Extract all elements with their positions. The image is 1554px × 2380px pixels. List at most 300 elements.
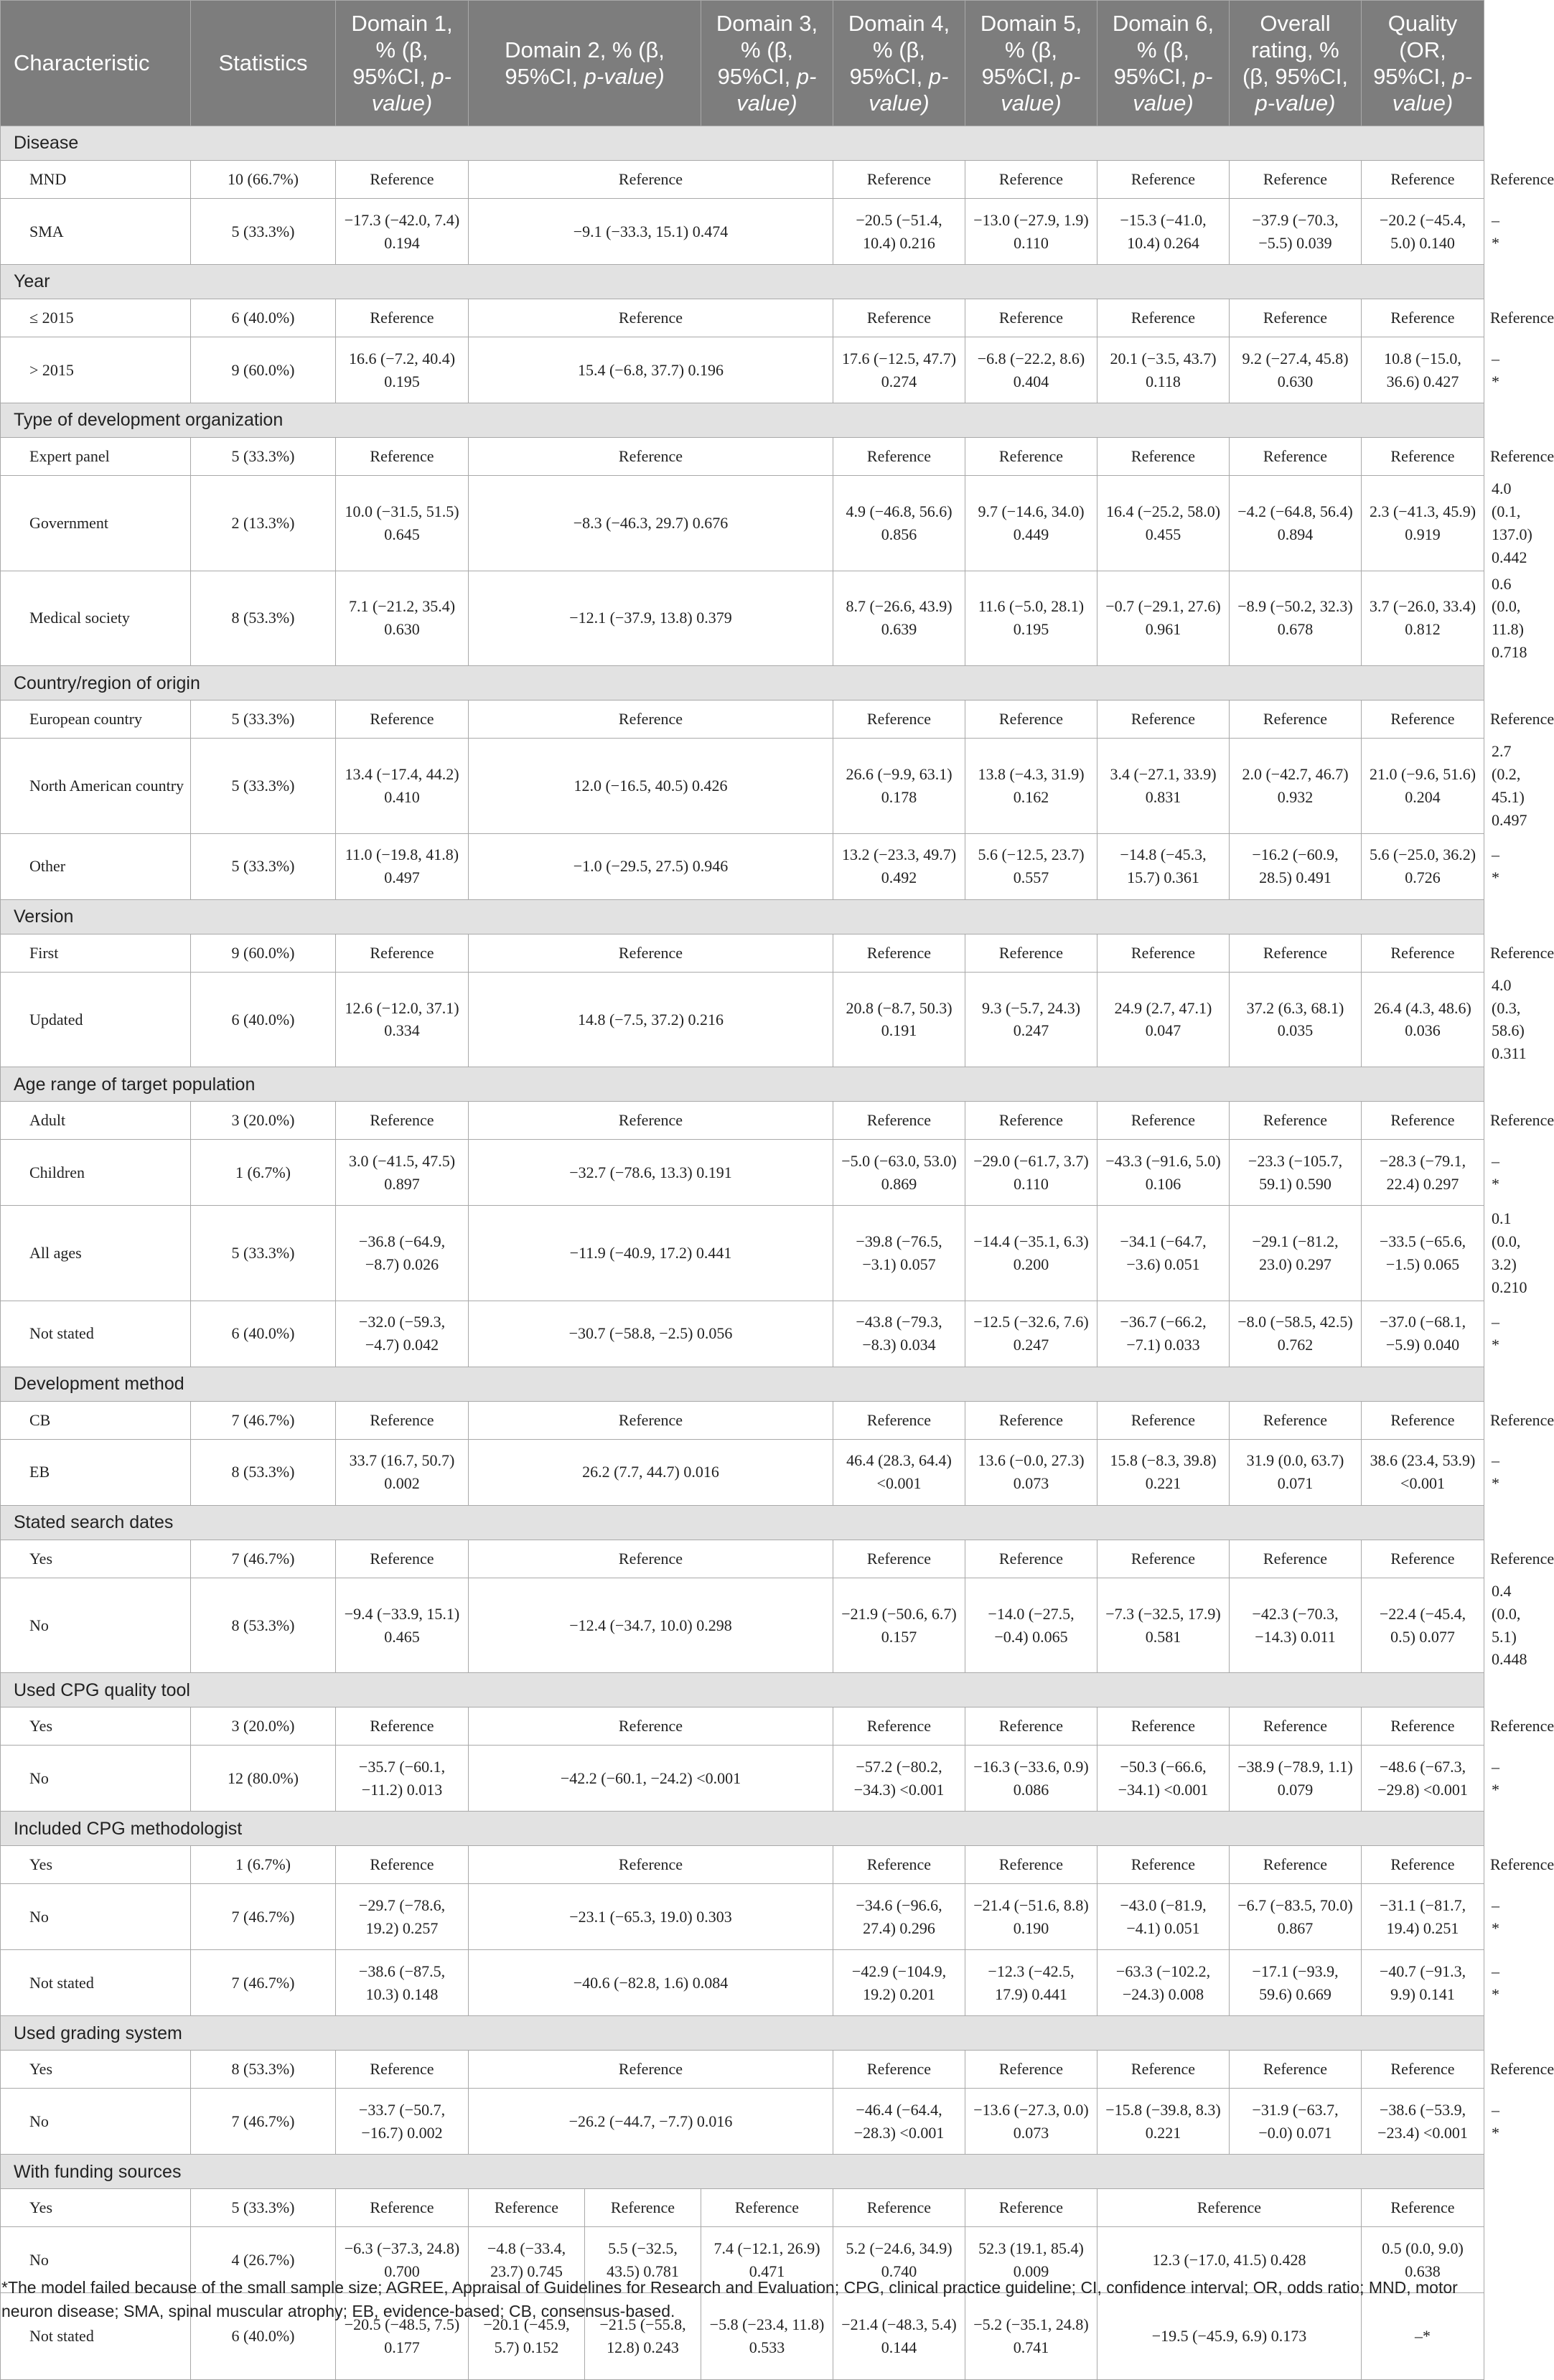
cell-domain-3: 20.8 (−8.7, 50.3) 0.191 bbox=[833, 972, 965, 1067]
cell-domain-3: −34.6 (−96.6, 27.4) 0.296 bbox=[833, 1884, 965, 1950]
cell-domain-2: 15.4 (−6.8, 37.7) 0.196 bbox=[469, 337, 833, 403]
table-row: Expert panel 5 (33.3%) Reference Reference Reference Reference Reference Reference Reference Reference bbox=[1, 438, 1484, 476]
cell-domain-5: −34.1 (−64.7, −3.6) 0.051 bbox=[1097, 1206, 1230, 1301]
cell-overall: −38.6 (−53.9, −23.4) <0.001 bbox=[1362, 2089, 1484, 2155]
cell-statistics: 7 (46.7%) bbox=[191, 1950, 336, 2016]
cell-domain-3: 26.6 (−9.9, 63.1) 0.178 bbox=[833, 739, 965, 834]
cell-domain-6: −17.1 (−93.9, 59.6) 0.669 bbox=[1230, 1950, 1362, 2016]
section-title: Used CPG quality tool bbox=[1, 1673, 1484, 1707]
row-label: Not stated bbox=[1, 1301, 191, 1367]
cell-statistics: 6 (40.0%) bbox=[191, 1301, 336, 1367]
header-overall-rating: Overall rating, % (β, 95%CI, p-value) bbox=[1230, 1, 1362, 126]
row-label: CB bbox=[1, 1401, 191, 1439]
footnote: *The model failed because of the small sample size; AGREE, Appraisal of Guidelines for Research and Evaluation; CPG, clinical practice guideline; CI, confidence interval; OR, odds ratio; MND, motor neuron disease; SMA, spinal muscular atrophy; EB, evidence-based; CB, consensus-based. bbox=[1, 2278, 1458, 2321]
cell-statistics: 8 (53.3%) bbox=[191, 1578, 336, 1673]
table-row: North American country 5 (33.3%) 13.4 (−17.4, 44.2) 0.410 12.0 (−16.5, 40.5) 0.426 26.6 (−9.9, 63.1) 0.178 13.8 (−4.3, 31.9) 0.162 3.4 (−27.1, 33.9) 0.831 2.0 (−42.7, 46.7) 0.932 21.0 (−9.6, 51.6) 0.204 2.7 (0.2, 45.1) 0.497 bbox=[1, 739, 1484, 834]
table-row: CB 7 (46.7%) Reference Reference Reference Reference Reference Reference Reference Reference bbox=[1, 1401, 1484, 1439]
cell-domain-5: Reference bbox=[1097, 161, 1230, 199]
row-label: All ages bbox=[1, 1206, 191, 1301]
cell-domain-5: −0.7 (−29.1, 27.6) 0.961 bbox=[1097, 571, 1230, 666]
cell-domain-4: −13.0 (−27.9, 1.9) 0.110 bbox=[965, 199, 1097, 265]
section-title: Disease bbox=[1, 126, 1484, 161]
cell-domain-3: Reference bbox=[833, 1846, 965, 1884]
cell-domain-1: Reference bbox=[336, 701, 469, 739]
cell-domain-4: −14.0 (−27.5, −0.4) 0.065 bbox=[965, 1578, 1097, 1673]
cell-domain-4: Reference bbox=[965, 1102, 1097, 1140]
cell-domain-1: Reference bbox=[336, 1102, 469, 1140]
cell-domain-1: −38.6 (−87.5, 10.3) 0.148 bbox=[336, 1950, 469, 2016]
table-row: No 12 (80.0%) −35.7 (−60.1, −11.2) 0.013 −42.2 (−60.1, −24.2) <0.001 −57.2 (−80.2, −34.3) <0.001 −16.3 (−33.6, 0.9) 0.086 −50.3 (−66.6, −34.1) <0.001 −38.9 (−78.9, 1.1) 0.079 −48.6 (−67.3, −29.8) <0.001 –* bbox=[1, 1746, 1484, 1812]
row-label: Expert panel bbox=[1, 438, 191, 476]
table-row: European country 5 (33.3%) Reference Reference Reference Reference Reference Reference Reference Reference bbox=[1, 701, 1484, 739]
cell-quality: –* bbox=[1362, 2293, 1484, 2380]
table-row bbox=[1, 2189, 1484, 2227]
cell-overall: Reference bbox=[1097, 2189, 1362, 2227]
cell-domain-5: Reference bbox=[1097, 1846, 1230, 1884]
cell-domain-6: Reference bbox=[1230, 701, 1362, 739]
cell-domain-4: Reference bbox=[965, 1846, 1097, 1884]
cell-domain-6: −29.1 (−81.2, 23.0) 0.297 bbox=[1230, 1206, 1362, 1301]
cell-domain-3: Reference bbox=[833, 438, 965, 476]
cell-domain-3: Reference bbox=[833, 1102, 965, 1140]
cell-domain-1: Reference bbox=[336, 1846, 469, 1884]
cell-statistics: 3 (20.0%) bbox=[191, 1707, 336, 1746]
cell-domain-2: −32.7 (−78.6, 13.3) 0.191 bbox=[469, 1140, 833, 1206]
cell-domain-4: 13.8 (−4.3, 31.9) 0.162 bbox=[965, 739, 1097, 834]
row-label: Not stated bbox=[1, 1950, 191, 2016]
cell-domain-3: Reference bbox=[833, 701, 965, 739]
cell-statistics: 4 (26.7%) bbox=[191, 2227, 336, 2293]
row-label: No bbox=[1, 2227, 191, 2293]
cell-domain-6: 2.0 (−42.7, 46.7) 0.932 bbox=[1230, 739, 1362, 834]
section-header bbox=[1, 265, 1484, 299]
header-domain-1: Domain 1, % (β, 95%CI, p-value) bbox=[336, 1, 469, 126]
section-title: Type of development organization bbox=[1, 403, 1484, 438]
cell-domain-4: −5.8 (−23.4, 11.8) 0.533 bbox=[701, 2293, 833, 2380]
cell-domain-4: 11.6 (−5.0, 28.1) 0.195 bbox=[965, 571, 1097, 666]
table-row: All ages 5 (33.3%) −36.8 (−64.9, −8.7) 0.026 −11.9 (−40.9, 17.2) 0.441 −39.8 (−76.5, −3.1) 0.057 −14.4 (−35.1, 6.3) 0.200 −34.1 (−64.7, −3.6) 0.051 −29.1 (−81.2, 23.0) 0.297 −33.5 (−65.6, −1.5) 0.065 0.1 (0.0, 3.2) 0.210 bbox=[1, 1206, 1484, 1301]
cell-domain-2: −11.9 (−40.9, 17.2) 0.441 bbox=[469, 1206, 833, 1301]
table-row: Yes 1 (6.7%) Reference Reference Reference Reference Reference Reference Reference Reference bbox=[1, 1846, 1484, 1884]
cell-domain-6: 9.2 (−27.4, 45.8) 0.630 bbox=[1230, 337, 1362, 403]
cell-domain-3: 8.7 (−26.6, 43.9) 0.639 bbox=[833, 571, 965, 666]
section-title: Age range of target population bbox=[1, 1067, 1484, 1102]
cell-overall: Reference bbox=[1362, 1540, 1484, 1578]
cell-domain-5: Reference bbox=[1097, 1707, 1230, 1746]
cell-statistics: 5 (33.3%) bbox=[191, 2189, 336, 2227]
cell-domain-4: −14.4 (−35.1, 6.3) 0.200 bbox=[965, 1206, 1097, 1301]
cell-overall: −20.2 (−45.4, 5.0) 0.140 bbox=[1362, 199, 1484, 265]
row-label: Yes bbox=[1, 1540, 191, 1578]
cell-domain-1: Reference bbox=[336, 934, 469, 972]
cell-domain-2: −12.1 (−37.9, 13.8) 0.379 bbox=[469, 571, 833, 666]
cell-domain-5: −63.3 (−102.2, −24.3) 0.008 bbox=[1097, 1950, 1230, 2016]
cell-domain-6: −4.2 (−64.8, 56.4) 0.894 bbox=[1230, 476, 1362, 571]
cell-domain-1: Reference bbox=[336, 161, 469, 199]
cell-domain-2: −9.1 (−33.3, 15.1) 0.474 bbox=[469, 199, 833, 265]
cell-domain-6: −42.3 (−70.3, −14.3) 0.011 bbox=[1230, 1578, 1362, 1673]
row-label: Children bbox=[1, 1140, 191, 1206]
cell-domain-4: 5.6 (−12.5, 23.7) 0.557 bbox=[965, 833, 1097, 899]
cell-statistics: 8 (53.3%) bbox=[191, 1439, 336, 1505]
table-row: Adult 3 (20.0%) Reference Reference Reference Reference Reference Reference Reference Reference bbox=[1, 1102, 1484, 1140]
cell-domain-2: Reference bbox=[469, 1102, 833, 1140]
table-row: Children 1 (6.7%) 3.0 (−41.5, 47.5) 0.897 −32.7 (−78.6, 13.3) 0.191 −5.0 (−63.0, 53.0) 0.869 −29.0 (−61.7, 3.7) 0.110 −43.3 (−91.6, 5.0) 0.106 −23.3 (−105.7, 59.1) 0.590 −28.3 (−79.1, 22.4) 0.297 –* bbox=[1, 1140, 1484, 1206]
cell-domain-3: 4.9 (−46.8, 56.6) 0.856 bbox=[833, 476, 965, 571]
cell-overall: −28.3 (−79.1, 22.4) 0.297 bbox=[1362, 1140, 1484, 1206]
section-title: With funding sources bbox=[1, 2155, 1484, 2189]
section-header bbox=[1, 1812, 1484, 1846]
cell-domain-3: Reference bbox=[833, 1707, 965, 1746]
header-row bbox=[1, 1, 1484, 126]
cell-domain-4: −16.3 (−33.6, 0.9) 0.086 bbox=[965, 1746, 1097, 1812]
cell-domain-3: −42.9 (−104.9, 19.2) 0.201 bbox=[833, 1950, 965, 2016]
cell-domain-4: −21.4 (−51.6, 8.8) 0.190 bbox=[965, 1884, 1097, 1950]
cell-domain-5: −43.0 (−81.9, −4.1) 0.051 bbox=[1097, 1884, 1230, 1950]
cell-overall: Reference bbox=[1362, 1707, 1484, 1746]
cell-statistics: 12 (80.0%) bbox=[191, 1746, 336, 1812]
table-row: No 8 (53.3%) −9.4 (−33.9, 15.1) 0.465 −12.4 (−34.7, 10.0) 0.298 −21.9 (−50.6, 6.7) 0.157 −14.0 (−27.5, −0.4) 0.065 −7.3 (−32.5, 17.9) 0.581 −42.3 (−70.3, −14.3) 0.011 −22.4 (−45.4, 0.5) 0.077 0.4 (0.0, 5.1) 0.448 bbox=[1, 1578, 1484, 1673]
cell-domain-3: −5.0 (−63.0, 53.0) 0.869 bbox=[833, 1140, 965, 1206]
cell-domain-6: −23.3 (−105.7, 59.1) 0.590 bbox=[1230, 1140, 1362, 1206]
cell-domain-2: Reference bbox=[469, 1707, 833, 1746]
cell-domain-5: −7.3 (−32.5, 17.9) 0.581 bbox=[1097, 1578, 1230, 1673]
cell-domain-2: −30.7 (−58.8, −2.5) 0.056 bbox=[469, 1301, 833, 1367]
section-header bbox=[1, 666, 1484, 701]
cell-statistics: 5 (33.3%) bbox=[191, 438, 336, 476]
row-label: > 2015 bbox=[1, 337, 191, 403]
section-header bbox=[1, 1505, 1484, 1540]
cell-statistics: 5 (33.3%) bbox=[191, 1206, 336, 1301]
cell-domain-2: Reference bbox=[469, 438, 833, 476]
cell-domain-2: Reference bbox=[469, 2051, 833, 2089]
row-label: No bbox=[1, 1884, 191, 1950]
cell-statistics: 6 (40.0%) bbox=[191, 2293, 336, 2380]
header-quality: Quality (OR, 95%CI, p-value) bbox=[1362, 1, 1484, 126]
cell-overall: Reference bbox=[1362, 934, 1484, 972]
cell-statistics: 7 (46.7%) bbox=[191, 1540, 336, 1578]
cell-statistics: 1 (6.7%) bbox=[191, 1140, 336, 1206]
cell-domain-6: −6.7 (−83.5, 70.0) 0.867 bbox=[1230, 1884, 1362, 1950]
table-row: Medical society 8 (53.3%) 7.1 (−21.2, 35.4) 0.630 −12.1 (−37.9, 13.8) 0.379 8.7 (−26.6, 43.9) 0.639 11.6 (−5.0, 28.1) 0.195 −0.7 (−29.1, 27.6) 0.961 −8.9 (−50.2, 32.3) 0.678 3.7 (−26.0, 33.4) 0.812 0.6 (0.0, 11.8) 0.718 bbox=[1, 571, 1484, 666]
cell-domain-6: −8.9 (−50.2, 32.3) 0.678 bbox=[1230, 571, 1362, 666]
cell-domain-5: 24.9 (2.7, 47.1) 0.047 bbox=[1097, 972, 1230, 1067]
cell-overall: 2.3 (−41.3, 45.9) 0.919 bbox=[1362, 476, 1484, 571]
cell-domain-6: Reference bbox=[1230, 438, 1362, 476]
cell-statistics: 1 (6.7%) bbox=[191, 1846, 336, 1884]
cell-domain-2: Reference bbox=[469, 1846, 833, 1884]
cell-domain-6: 31.9 (0.0, 63.7) 0.071 bbox=[1230, 1439, 1362, 1505]
cell-statistics: 5 (33.3%) bbox=[191, 833, 336, 899]
section-header bbox=[1, 1673, 1484, 1707]
cell-domain-2: Reference bbox=[469, 1401, 833, 1439]
row-label: First bbox=[1, 934, 191, 972]
row-label: No bbox=[1, 1746, 191, 1812]
cell-domain-5: Reference bbox=[1097, 299, 1230, 337]
cell-overall: −22.4 (−45.4, 0.5) 0.077 bbox=[1362, 1578, 1484, 1673]
section-header bbox=[1, 899, 1484, 934]
cell-domain-2: −20.1 (−45.9, 5.7) 0.152 bbox=[469, 2293, 585, 2380]
cell-domain-1: 16.6 (−7.2, 40.4) 0.195 bbox=[336, 337, 469, 403]
cell-domain-1: −6.3 (−37.3, 24.8) 0.700 bbox=[336, 2227, 469, 2293]
cell-domain-4: Reference bbox=[965, 299, 1097, 337]
cell-domain-4: Reference bbox=[965, 1540, 1097, 1578]
cell-domain-1: Reference bbox=[336, 1707, 469, 1746]
cell-domain-5: Reference bbox=[1097, 1540, 1230, 1578]
cell-statistics: 5 (33.3%) bbox=[191, 739, 336, 834]
cell-domain-2: Reference bbox=[469, 934, 833, 972]
cell-domain-1: 3.0 (−41.5, 47.5) 0.897 bbox=[336, 1140, 469, 1206]
cell-domain-1: 10.0 (−31.5, 51.5) 0.645 bbox=[336, 476, 469, 571]
header-statistics: Statistics bbox=[191, 1, 336, 126]
cell-overall: 21.0 (−9.6, 51.6) 0.204 bbox=[1362, 739, 1484, 834]
cell-domain-1: Reference bbox=[336, 299, 469, 337]
cell-domain-3: 13.2 (−23.3, 49.7) 0.492 bbox=[833, 833, 965, 899]
row-label: No bbox=[1, 2089, 191, 2155]
cell-domain-1: Reference bbox=[336, 2051, 469, 2089]
cell-overall: −33.5 (−65.6, −1.5) 0.065 bbox=[1362, 1206, 1484, 1301]
cell-domain-3: Reference bbox=[585, 2189, 701, 2227]
cell-domain-6: Reference bbox=[1230, 1401, 1362, 1439]
cell-overall: 38.6 (23.4, 53.9) <0.001 bbox=[1362, 1439, 1484, 1505]
cell-statistics: 3 (20.0%) bbox=[191, 1102, 336, 1140]
section-title: Year bbox=[1, 265, 1484, 299]
section-title: Used grading system bbox=[1, 2016, 1484, 2051]
cell-domain-4: −29.0 (−61.7, 3.7) 0.110 bbox=[965, 1140, 1097, 1206]
row-label: No bbox=[1, 1578, 191, 1673]
cell-overall: 5.6 (−25.0, 36.2) 0.726 bbox=[1362, 833, 1484, 899]
row-label: SMA bbox=[1, 199, 191, 265]
cell-domain-4: Reference bbox=[965, 2051, 1097, 2089]
header-domain-4: Domain 4, % (β, 95%CI, p-value) bbox=[833, 1, 965, 126]
cell-domain-5: −14.8 (−45.3, 15.7) 0.361 bbox=[1097, 833, 1230, 899]
section-header bbox=[1, 1067, 1484, 1102]
table-row: Not stated 7 (46.7%) −38.6 (−87.5, 10.3) 0.148 −40.6 (−82.8, 1.6) 0.084 −42.9 (−104.9, 19.2) 0.201 −12.3 (−42.5, 17.9) 0.441 −63.3 (−102.2, −24.3) 0.008 −17.1 (−93.9, 59.6) 0.669 −40.7 (−91.3, 9.9) 0.141 –* bbox=[1, 1950, 1484, 2016]
section-title: Version bbox=[1, 899, 1484, 934]
cell-domain-3: Reference bbox=[833, 2051, 965, 2089]
cell-statistics: 9 (60.0%) bbox=[191, 337, 336, 403]
section-header bbox=[1, 126, 1484, 161]
cell-domain-3: 46.4 (28.3, 64.4) <0.001 bbox=[833, 1439, 965, 1505]
cell-statistics: 2 (13.3%) bbox=[191, 476, 336, 571]
cell-statistics: 10 (66.7%) bbox=[191, 161, 336, 199]
cell-domain-4: Reference bbox=[701, 2189, 833, 2227]
cell-statistics: 9 (60.0%) bbox=[191, 934, 336, 972]
cell-domain-6: Reference bbox=[1230, 299, 1362, 337]
cell-domain-4: Reference bbox=[965, 934, 1097, 972]
cell-domain-1: −35.7 (−60.1, −11.2) 0.013 bbox=[336, 1746, 469, 1812]
table-row: Updated 6 (40.0%) 12.6 (−12.0, 37.1) 0.334 14.8 (−7.5, 37.2) 0.216 20.8 (−8.7, 50.3) 0.191 9.3 (−5.7, 24.3) 0.247 24.9 (2.7, 47.1) 0.047 37.2 (6.3, 68.1) 0.035 26.4 (4.3, 48.6) 0.036 4.0 (0.3, 58.6) 0.311 bbox=[1, 972, 1484, 1067]
cell-quality: Reference bbox=[1362, 2189, 1484, 2227]
row-label: Updated bbox=[1, 972, 191, 1067]
cell-domain-4: 13.6 (−0.0, 27.3) 0.073 bbox=[965, 1439, 1097, 1505]
cell-overall: Reference bbox=[1362, 161, 1484, 199]
cell-domain-6: Reference bbox=[1230, 1102, 1362, 1140]
row-label: European country bbox=[1, 701, 191, 739]
cell-overall: −40.7 (−91.3, 9.9) 0.141 bbox=[1362, 1950, 1484, 2016]
table-row: No 7 (46.7%) −33.7 (−50.7, −16.7) 0.002 −26.2 (−44.7, −7.7) 0.016 −46.4 (−64.4, −28.3) <0.001 −13.6 (−27.3, 0.0) 0.073 −15.8 (−39.8, 8.3) 0.221 −31.9 (−63.7, −0.0) 0.071 −38.6 (−53.9, −23.4) <0.001 –* bbox=[1, 2089, 1484, 2155]
cell-domain-4: −13.6 (−27.3, 0.0) 0.073 bbox=[965, 2089, 1097, 2155]
cell-domain-1: −36.8 (−64.9, −8.7) 0.026 bbox=[336, 1206, 469, 1301]
cell-domain-1: Reference bbox=[336, 1401, 469, 1439]
table-row: SMA 5 (33.3%) −17.3 (−42.0, 7.4) 0.194 −9.1 (−33.3, 15.1) 0.474 −20.5 (−51.4, 10.4) 0.216 −13.0 (−27.9, 1.9) 0.110 −15.3 (−41.0, 10.4) 0.264 −37.9 (−70.3, −5.5) 0.039 −20.2 (−45.4, 5.0) 0.140 –* bbox=[1, 199, 1484, 265]
section-title: Stated search dates bbox=[1, 1505, 1484, 1540]
cell-domain-6: 52.3 (19.1, 85.4) 0.009 bbox=[965, 2227, 1097, 2293]
cell-domain-5: 3.4 (−27.1, 33.9) 0.831 bbox=[1097, 739, 1230, 834]
cell-domain-5: Reference bbox=[833, 2189, 965, 2227]
cell-domain-6: Reference bbox=[965, 2189, 1097, 2227]
cell-domain-6: −8.0 (−58.5, 42.5) 0.762 bbox=[1230, 1301, 1362, 1367]
cell-domain-1: Reference bbox=[336, 1540, 469, 1578]
cell-domain-4: Reference bbox=[965, 1707, 1097, 1746]
section-title: Country/region of origin bbox=[1, 666, 1484, 701]
cell-domain-4: 9.3 (−5.7, 24.3) 0.247 bbox=[965, 972, 1097, 1067]
cell-statistics: 8 (53.3%) bbox=[191, 2051, 336, 2089]
cell-domain-2: −26.2 (−44.7, −7.7) 0.016 bbox=[469, 2089, 833, 2155]
cell-overall: −31.1 (−81.7, 19.4) 0.251 bbox=[1362, 1884, 1484, 1950]
table-row: ≤ 2015 6 (40.0%) Reference Reference Reference Reference Reference Reference Reference Reference bbox=[1, 299, 1484, 337]
cell-domain-6: Reference bbox=[1230, 161, 1362, 199]
cell-domain-6: Reference bbox=[1230, 1846, 1362, 1884]
cell-statistics: 5 (33.3%) bbox=[191, 199, 336, 265]
cell-domain-2: Reference bbox=[469, 1540, 833, 1578]
table-body bbox=[1, 126, 1554, 2380]
cell-statistics: 7 (46.7%) bbox=[191, 1401, 336, 1439]
cell-domain-4: Reference bbox=[965, 161, 1097, 199]
cell-domain-5: −15.8 (−39.8, 8.3) 0.221 bbox=[1097, 2089, 1230, 2155]
cell-domain-5: −36.7 (−66.2, −7.1) 0.033 bbox=[1097, 1301, 1230, 1367]
cell-domain-3: −21.9 (−50.6, 6.7) 0.157 bbox=[833, 1578, 965, 1673]
cell-domain-2: 26.2 (7.7, 44.7) 0.016 bbox=[469, 1439, 833, 1505]
section-title: Included CPG methodologist bbox=[1, 1812, 1484, 1846]
row-label: Government bbox=[1, 476, 191, 571]
cell-domain-1: −20.5 (−48.5, 7.5) 0.177 bbox=[336, 2293, 469, 2380]
header-characteristic: Characteristic bbox=[1, 1, 191, 126]
cell-domain-4: 9.7 (−14.6, 34.0) 0.449 bbox=[965, 476, 1097, 571]
cell-domain-3: Reference bbox=[833, 1401, 965, 1439]
cell-domain-5: Reference bbox=[1097, 1102, 1230, 1140]
cell-domain-2: −40.6 (−82.8, 1.6) 0.084 bbox=[469, 1950, 833, 2016]
cell-domain-5: 15.8 (−8.3, 39.8) 0.221 bbox=[1097, 1439, 1230, 1505]
cell-overall: 10.8 (−15.0, 36.6) 0.427 bbox=[1362, 337, 1484, 403]
section-header bbox=[1, 1367, 1484, 1401]
cell-domain-6: Reference bbox=[1230, 1707, 1362, 1746]
cell-domain-1: 12.6 (−12.0, 37.1) 0.334 bbox=[336, 972, 469, 1067]
cell-quality: 0.5 (0.0, 9.0) 0.638 bbox=[1362, 2227, 1484, 2293]
cell-domain-4: Reference bbox=[965, 701, 1097, 739]
table-row: EB 8 (53.3%) 33.7 (16.7, 50.7) 0.002 26.2 (7.7, 44.7) 0.016 46.4 (28.3, 64.4) <0.001 13.6 (−0.0, 27.3) 0.073 15.8 (−8.3, 39.8) 0.221 31.9 (0.0, 63.7) 0.071 38.6 (23.4, 53.9) <0.001 –* bbox=[1, 1439, 1484, 1505]
cell-domain-2: −23.1 (−65.3, 19.0) 0.303 bbox=[469, 1884, 833, 1950]
cell-domain-6: Reference bbox=[1230, 2051, 1362, 2089]
cell-domain-5: Reference bbox=[1097, 1401, 1230, 1439]
cell-domain-6: Reference bbox=[1230, 1540, 1362, 1578]
row-label: MND bbox=[1, 161, 191, 199]
cell-overall: −37.0 (−68.1, −5.9) 0.040 bbox=[1362, 1301, 1484, 1367]
cell-domain-3: −43.8 (−79.3, −8.3) 0.034 bbox=[833, 1301, 965, 1367]
cell-domain-3: 5.5 (−32.5, 43.5) 0.781 bbox=[585, 2227, 701, 2293]
section-header bbox=[1, 403, 1484, 438]
cell-domain-1: −9.4 (−33.9, 15.1) 0.465 bbox=[336, 1578, 469, 1673]
cell-domain-2: Reference bbox=[469, 2189, 585, 2227]
cell-domain-1: Reference bbox=[336, 2189, 469, 2227]
cell-domain-1: 13.4 (−17.4, 44.2) 0.410 bbox=[336, 739, 469, 834]
header-domain-6: Domain 6, % (β, 95%CI, p-value) bbox=[1097, 1, 1230, 126]
cell-statistics: 7 (46.7%) bbox=[191, 1884, 336, 1950]
table-row: Not stated 6 (40.0%) −32.0 (−59.3, −4.7) 0.042 −30.7 (−58.8, −2.5) 0.056 −43.8 (−79.3, −8.3) 0.034 −12.5 (−32.6, 7.6) 0.247 −36.7 (−66.2, −7.1) 0.033 −8.0 (−58.5, 42.5) 0.762 −37.0 (−68.1, −5.9) 0.040 –* bbox=[1, 1301, 1484, 1367]
cell-overall: Reference bbox=[1362, 438, 1484, 476]
row-label: Other bbox=[1, 833, 191, 899]
header-domain-2: Domain 2, % (β, 95%CI, p-value) bbox=[469, 1, 701, 126]
cell-overall: Reference bbox=[1362, 1846, 1484, 1884]
cell-domain-2: Reference bbox=[469, 299, 833, 337]
cell-domain-1: −17.3 (−42.0, 7.4) 0.194 bbox=[336, 199, 469, 265]
table-row: Other 5 (33.3%) 11.0 (−19.8, 41.8) 0.497 −1.0 (−29.5, 27.5) 0.946 13.2 (−23.3, 49.7) 0.492 5.6 (−12.5, 23.7) 0.557 −14.8 (−45.3, 15.7) 0.361 −16.2 (−60.9, 28.5) 0.491 5.6 (−25.0, 36.2) 0.726 –* bbox=[1, 833, 1484, 899]
section-header-funding bbox=[1, 2155, 1484, 2189]
cell-domain-1: Reference bbox=[336, 438, 469, 476]
cell-domain-6: −16.2 (−60.9, 28.5) 0.491 bbox=[1230, 833, 1362, 899]
cell-domain-1: −32.0 (−59.3, −4.7) 0.042 bbox=[336, 1301, 469, 1367]
cell-domain-4: Reference bbox=[965, 438, 1097, 476]
cell-domain-4: −12.3 (−42.5, 17.9) 0.441 bbox=[965, 1950, 1097, 2016]
cell-domain-2: Reference bbox=[469, 701, 833, 739]
cell-domain-5: −21.4 (−48.3, 5.4) 0.144 bbox=[833, 2293, 965, 2380]
cell-overall: −19.5 (−45.9, 6.9) 0.173 bbox=[1097, 2293, 1362, 2380]
cell-domain-3: 17.6 (−12.5, 47.7) 0.274 bbox=[833, 337, 965, 403]
cell-domain-6: 37.2 (6.3, 68.1) 0.035 bbox=[1230, 972, 1362, 1067]
cell-domain-6: Reference bbox=[1230, 934, 1362, 972]
cell-domain-3: −20.5 (−51.4, 10.4) 0.216 bbox=[833, 199, 965, 265]
cell-domain-4: 7.4 (−12.1, 26.9) 0.471 bbox=[701, 2227, 833, 2293]
row-label: North American country bbox=[1, 739, 191, 834]
cell-overall: 26.4 (4.3, 48.6) 0.036 bbox=[1362, 972, 1484, 1067]
cell-domain-4: Reference bbox=[965, 1401, 1097, 1439]
row-label: Yes bbox=[1, 2189, 191, 2227]
cell-overall: −48.6 (−67.3, −29.8) <0.001 bbox=[1362, 1746, 1484, 1812]
table-row: > 2015 9 (60.0%) 16.6 (−7.2, 40.4) 0.195 15.4 (−6.8, 37.7) 0.196 17.6 (−12.5, 47.7) 0.274 −6.8 (−22.2, 8.6) 0.404 20.1 (−3.5, 43.7) 0.118 9.2 (−27.4, 45.8) 0.630 10.8 (−15.0, 36.6) 0.427 –* bbox=[1, 337, 1484, 403]
cell-domain-2: −4.8 (−33.4, 23.7) 0.745 bbox=[469, 2227, 585, 2293]
cell-domain-5: 20.1 (−3.5, 43.7) 0.118 bbox=[1097, 337, 1230, 403]
cell-domain-6: −5.2 (−35.1, 24.8) 0.741 bbox=[965, 2293, 1097, 2380]
table-row: MND 10 (66.7%) Reference Reference Reference Reference Reference Reference Reference Reference bbox=[1, 161, 1484, 199]
cell-overall: Reference bbox=[1362, 1102, 1484, 1140]
cell-statistics: 7 (46.7%) bbox=[191, 2089, 336, 2155]
table-row: Yes 8 (53.3%) Reference Reference Reference Reference Reference Reference Reference Reference bbox=[1, 2051, 1484, 2089]
cell-domain-4: −6.8 (−22.2, 8.6) 0.404 bbox=[965, 337, 1097, 403]
cell-domain-5: −43.3 (−91.6, 5.0) 0.106 bbox=[1097, 1140, 1230, 1206]
cell-overall: 12.3 (−17.0, 41.5) 0.428 bbox=[1097, 2227, 1362, 2293]
row-label: Yes bbox=[1, 1707, 191, 1746]
cell-domain-3: −46.4 (−64.4, −28.3) <0.001 bbox=[833, 2089, 965, 2155]
cell-domain-2: −42.2 (−60.1, −24.2) <0.001 bbox=[469, 1746, 833, 1812]
row-label: Medical society bbox=[1, 571, 191, 666]
cell-statistics: 6 (40.0%) bbox=[191, 972, 336, 1067]
cell-statistics: 5 (33.3%) bbox=[191, 701, 336, 739]
cell-domain-2: 14.8 (−7.5, 37.2) 0.216 bbox=[469, 972, 833, 1067]
row-label: Adult bbox=[1, 1102, 191, 1140]
cell-domain-5: Reference bbox=[1097, 934, 1230, 972]
table-row: Yes 7 (46.7%) Reference Reference Reference Reference Reference Reference Reference Reference bbox=[1, 1540, 1484, 1578]
cell-statistics: 8 (53.3%) bbox=[191, 571, 336, 666]
cell-statistics: 6 (40.0%) bbox=[191, 299, 336, 337]
cell-domain-5: Reference bbox=[1097, 438, 1230, 476]
row-label: Yes bbox=[1, 2051, 191, 2089]
cell-domain-5: Reference bbox=[1097, 701, 1230, 739]
cell-domain-1: −29.7 (−78.6, 19.2) 0.257 bbox=[336, 1884, 469, 1950]
cell-domain-2: 12.0 (−16.5, 40.5) 0.426 bbox=[469, 739, 833, 834]
row-label: ≤ 2015 bbox=[1, 299, 191, 337]
table-row: First 9 (60.0%) Reference Reference Reference Reference Reference Reference Reference Reference bbox=[1, 934, 1484, 972]
cell-domain-1: −33.7 (−50.7, −16.7) 0.002 bbox=[336, 2089, 469, 2155]
